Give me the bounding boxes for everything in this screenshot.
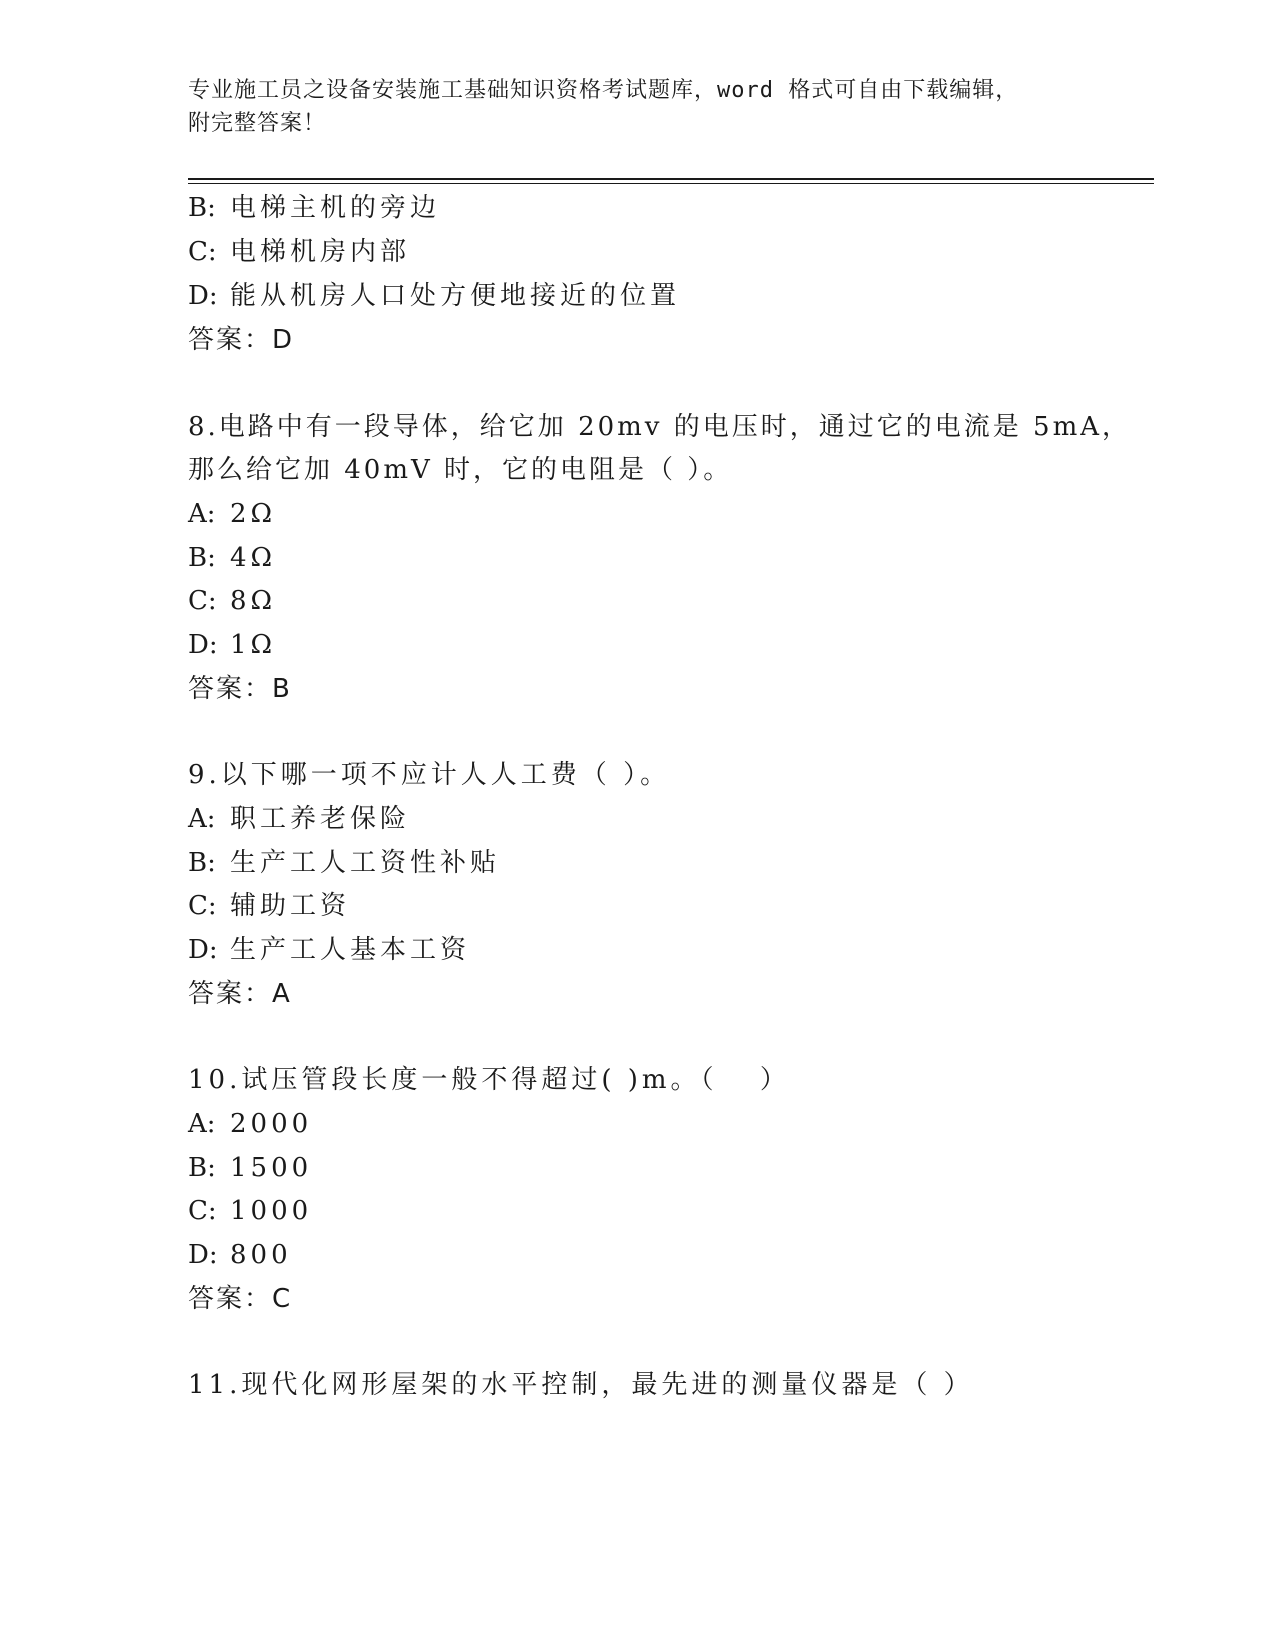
q7-option-d: D: 能从机房人口处方便地接近的位置 <box>188 281 681 311</box>
header-line-1: 专业施工员之设备安装施工基础知识资格考试题库，word 格式可自由下载编辑， <box>188 78 1019 103</box>
q8-option-b: B: 4Ω <box>188 543 277 573</box>
q10-option-d: D: 800 <box>188 1240 292 1270</box>
q10-option-a: A: 2000 <box>188 1109 313 1139</box>
q8-stem-line-2: 那么给它加 40mV 时，它的电阻是（ ）。 <box>188 455 733 485</box>
q8-stem-line-1: 8.电路中有一段导体，给它加 20mv 的电压时，通过它的电流是 5mA， <box>188 412 1132 442</box>
q7-option-b: B: 电梯主机的旁边 <box>188 193 441 223</box>
q10-stem: 10.试压管段长度一般不得超过( )m。（ ） <box>188 1065 790 1095</box>
q8-option-c: C: 8Ω <box>188 586 277 616</box>
document-header <box>188 74 1068 140</box>
q9-option-d: D: 生产工人基本工资 <box>188 935 471 965</box>
q10-option-b: B: 1500 <box>188 1153 313 1183</box>
q7-option-c: C: 电梯机房内部 <box>188 237 411 267</box>
q9-option-c: C: 辅助工资 <box>188 891 351 921</box>
q8-option-a: A: 2Ω <box>188 499 277 529</box>
q11-stem: 11.现代化网形屋架的水平控制，最先进的测量仪器是（ ） <box>188 1370 974 1400</box>
q8-option-d: D: 1Ω <box>188 630 277 660</box>
q9-option-a: A: 职工养老保险 <box>188 804 411 834</box>
header-line-2: 附完整答案！ <box>188 111 327 136</box>
header-divider-thin <box>188 183 1154 184</box>
q8-answer: 答案：B <box>188 674 292 704</box>
q10-option-c: C: 1000 <box>188 1196 313 1226</box>
q7-answer: 答案：D <box>188 325 295 355</box>
q10-answer: 答案：C <box>188 1284 293 1314</box>
header-divider-thick <box>188 178 1154 180</box>
q9-option-b: B: 生产工人工资性补贴 <box>188 848 501 878</box>
q9-stem: 9.以下哪一项不应计人人工费（ ）。 <box>188 760 671 790</box>
q9-answer: 答案：A <box>188 979 292 1009</box>
